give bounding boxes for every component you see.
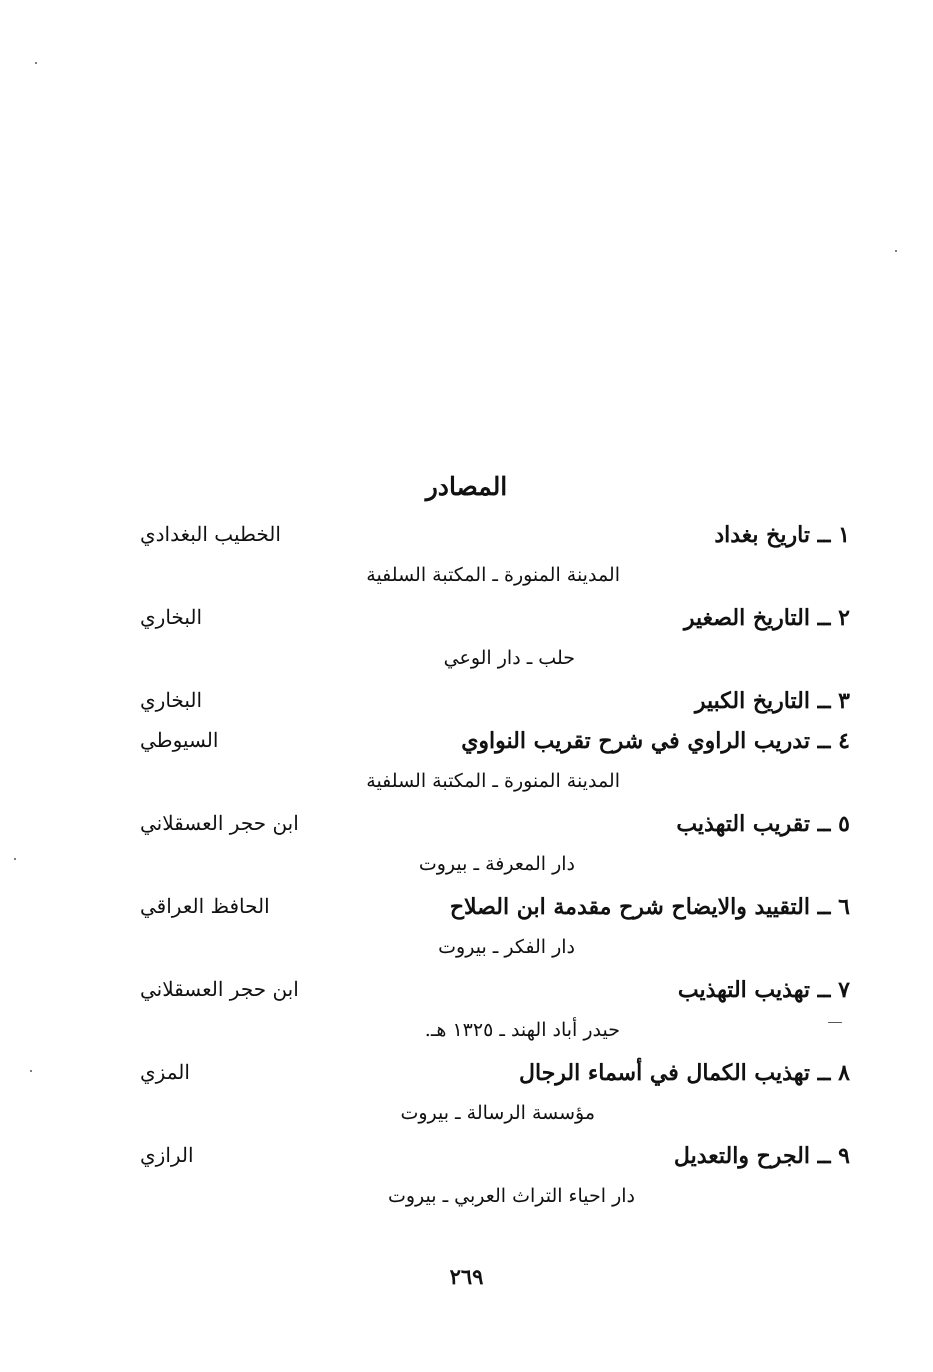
page-number: ٢٦٩ xyxy=(449,1264,484,1289)
entry-publisher: دار احياء التراث العربي ـ بيروت xyxy=(387,1185,635,1207)
entry-author: ابن حجر العسقلاني xyxy=(140,977,299,1001)
entry-title: ٤ ــ تدريب الراوي في شرح تقريب النواوي xyxy=(461,728,850,754)
entry-title: ٧ ــ تهذيب التهذيب xyxy=(677,977,850,1003)
entry-author: البخاري xyxy=(140,605,203,629)
scan-speck xyxy=(895,250,897,252)
entry-author: الحافظ العراقي xyxy=(140,894,270,918)
entry-publisher: المدينة المنورة ـ المكتبة السلفية xyxy=(366,564,620,586)
entry-row xyxy=(140,888,850,928)
entry-title: ٣ ــ التاريخ الكبير xyxy=(694,688,850,714)
entry-row xyxy=(140,516,850,556)
scan-speck xyxy=(828,1022,842,1023)
entry-row xyxy=(140,971,850,1011)
entry-publisher: دار الفكر ـ بيروت xyxy=(438,936,575,958)
scan-speck xyxy=(14,858,16,860)
entry-publisher: دار المعرفة ـ بيروت xyxy=(418,853,575,875)
entry-title: ٥ ــ تقريب التهذيب xyxy=(676,811,850,837)
entry-row xyxy=(140,1054,850,1094)
entry-author: السيوطي xyxy=(140,728,219,752)
entry-row xyxy=(140,599,850,639)
entry-author: البخاري xyxy=(140,688,203,712)
entry-publisher: المدينة المنورة ـ المكتبة السلفية xyxy=(366,770,620,792)
entry-row xyxy=(140,1137,850,1177)
entry-title: ١ ــ تاريخ بغداد xyxy=(714,522,850,548)
entry-author: ابن حجر العسقلاني xyxy=(140,811,299,835)
entry-row xyxy=(140,805,850,845)
entry-author: الخطيب البغدادي xyxy=(140,522,281,546)
bibliography-list xyxy=(140,516,850,1220)
entry-title: ٦ ــ التقييد والايضاح شرح مقدمة ابن الصلاح xyxy=(449,894,850,920)
entry-title: ٢ ــ التاريخ الصغير xyxy=(683,605,850,631)
entry-publisher: حيدر أباد الهند ـ ١٣٢٥ هـ. xyxy=(424,1019,620,1041)
page-heading: المصادر xyxy=(425,472,508,501)
scan-speck xyxy=(30,1070,32,1072)
entry-title: ٩ ــ الجرح والتعديل xyxy=(673,1143,850,1169)
entry-row xyxy=(140,722,850,762)
entry-title: ٨ ــ تهذيب الكمال في أسماء الرجال xyxy=(519,1060,850,1086)
scan-speck xyxy=(35,62,37,64)
entry-author: الرازي xyxy=(140,1143,194,1167)
entry-row xyxy=(140,682,850,722)
entry-author: المزي xyxy=(140,1060,190,1084)
entry-publisher: حلب ـ دار الوعي xyxy=(443,647,575,669)
entry-publisher: مؤسسة الرسالة ـ بيروت xyxy=(400,1102,595,1124)
